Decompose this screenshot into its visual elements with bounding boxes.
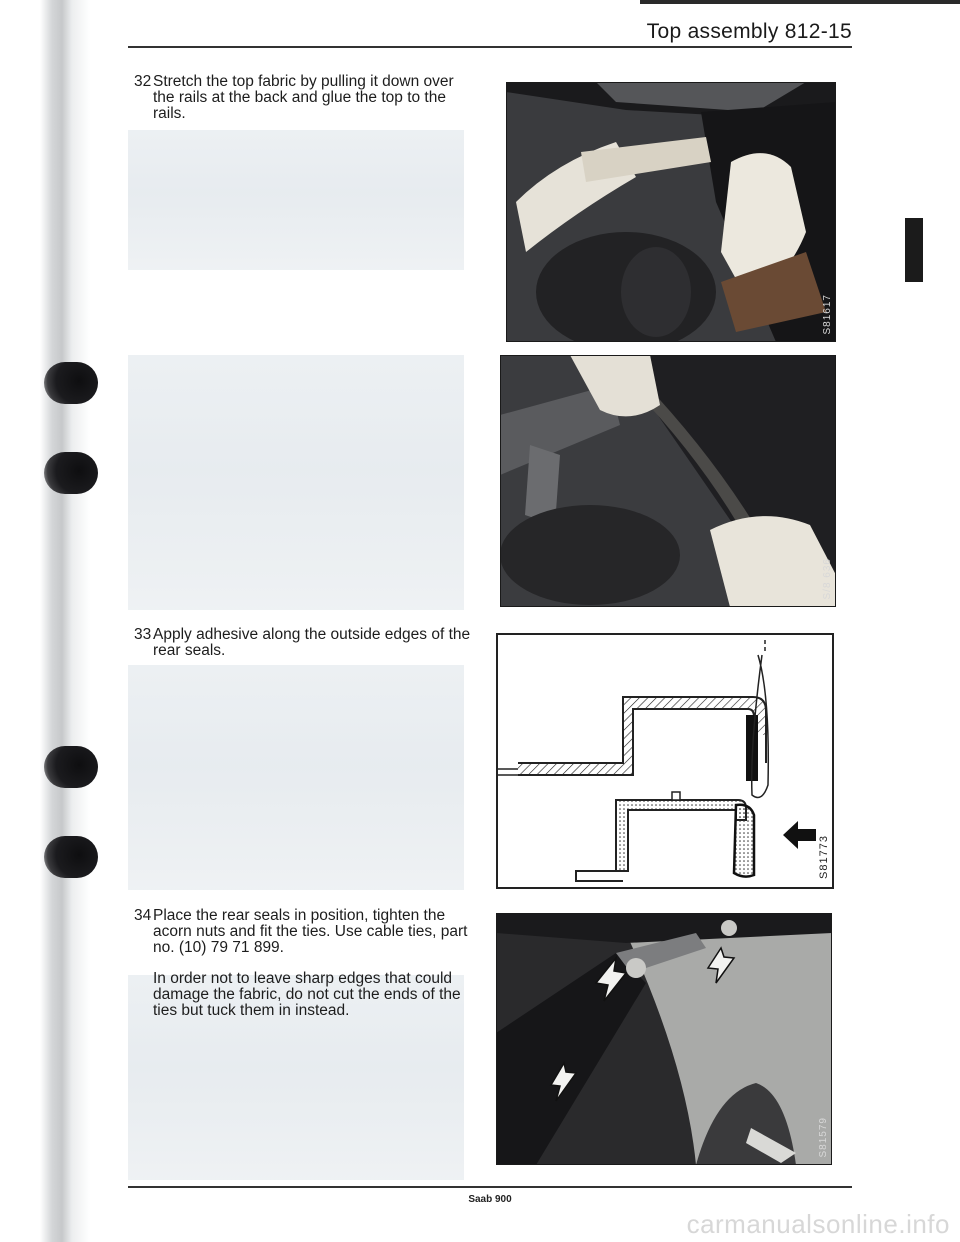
figure-code: S81617 [822, 293, 833, 334]
photo-rear-seal [500, 355, 836, 607]
step-text: Place the rear seals in position, tighten the acorn nuts and fit the ties. Use cable ties, part no. (10) 79 71 899. [153, 907, 468, 956]
top-rule [640, 0, 960, 4]
punch-hole [44, 836, 98, 878]
photo-cable-ties [496, 913, 832, 1165]
punch-hole [44, 362, 98, 404]
step-33 [134, 627, 474, 659]
photo-illustration [506, 82, 836, 342]
binder-edge [0, 0, 128, 1242]
step-number: 34 [134, 907, 152, 924]
section-thumb-tab [905, 218, 923, 282]
step-note: In order not to leave sharp edges that could damage the fabric, do not cut the ends of the ties but tuck them in instead. [153, 970, 461, 1019]
figure-code: S/8 636 [822, 557, 833, 599]
cross-section-diagram [498, 635, 832, 887]
footer-label: Saab 900 [468, 1194, 512, 1205]
bleed-through-area [128, 665, 464, 890]
punch-hole [44, 746, 98, 788]
figure-code: S81579 [818, 1116, 829, 1157]
step-34 [134, 908, 474, 1034]
step-32 [134, 74, 474, 122]
figure-code: S81773 [818, 835, 830, 879]
photo-glue-rail [506, 82, 836, 342]
watermark: carmanualsonline.info [686, 1209, 950, 1239]
step-text: Stretch the top fabric by pulling it down over the rails at the back and glue the top to the rails. [153, 73, 454, 122]
step-number: 33 [134, 626, 152, 643]
photo-illustration [496, 913, 832, 1165]
step-text: Apply adhesive along the outside edges of the rear seals. [153, 626, 471, 659]
photo-illustration [500, 355, 836, 607]
punch-hole [44, 452, 98, 494]
header-rule [128, 46, 852, 48]
step-number: 32 [134, 73, 152, 90]
page-title: Top assembly 812-15 [646, 20, 852, 43]
bleed-through-area [128, 355, 464, 610]
footer-rule [128, 1186, 852, 1188]
bleed-through-area [128, 130, 464, 270]
seal-cross-section-drawing [496, 633, 834, 889]
